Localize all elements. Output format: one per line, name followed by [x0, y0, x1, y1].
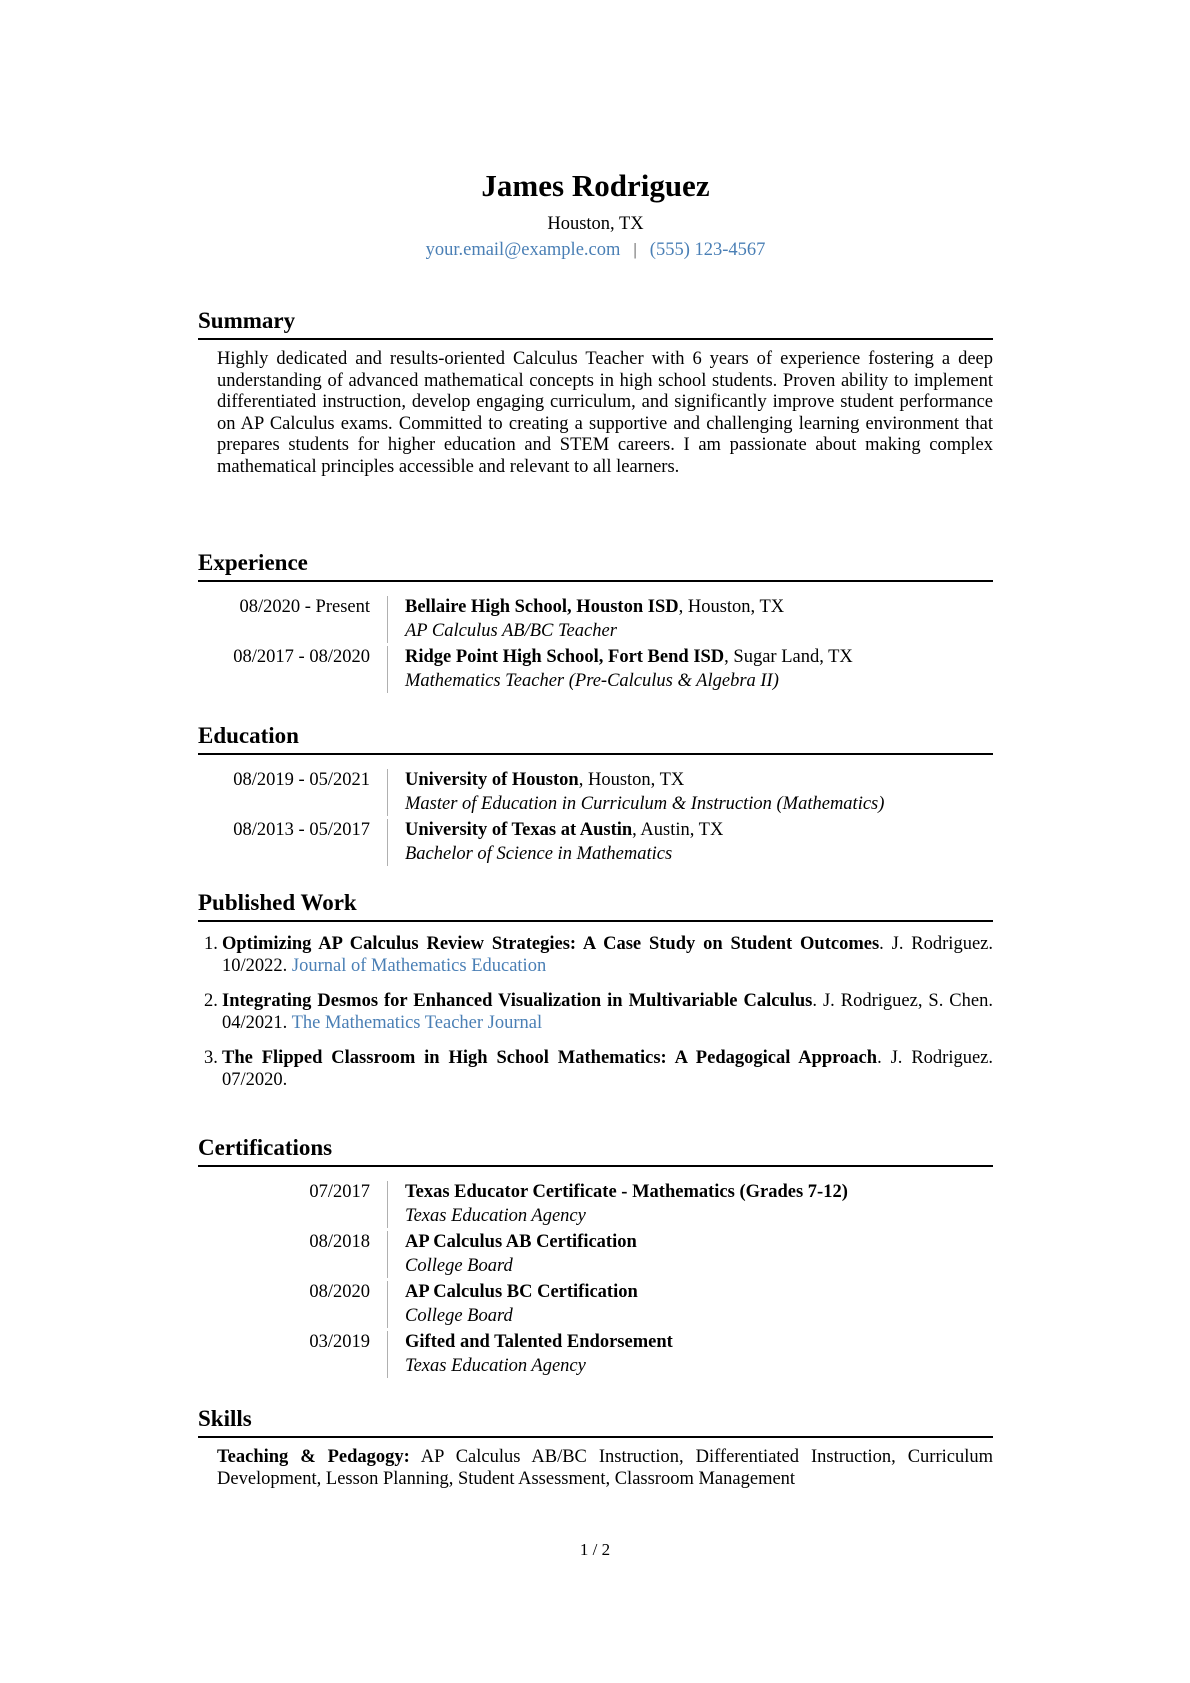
- entry-body: [387, 646, 853, 693]
- section-summary: [198, 308, 993, 478]
- org-name: Ridge Point High School, Fort Bend ISD: [405, 647, 725, 667]
- person-location: Houston, TX: [547, 214, 644, 234]
- skills-line: [198, 1447, 993, 1490]
- section-published-work: [198, 890, 993, 1091]
- summary-title: Summary: [198, 308, 993, 340]
- contact-separator: |: [633, 240, 637, 259]
- school-name: University of Houston: [405, 770, 579, 790]
- cert-issuer: Texas Education Agency: [405, 1355, 586, 1376]
- entry-dates: 03/2019: [309, 1332, 370, 1352]
- entry-org-line: [405, 819, 723, 843]
- publication-title: Integrating Desmos for Enhanced Visualization in Multivariable Calculus: [222, 991, 813, 1011]
- org-location: , Sugar Land, TX: [724, 647, 853, 667]
- cert-name: Gifted and Talented Endorsement: [405, 1332, 673, 1352]
- phone-link[interactable]: (555) 123-4567: [649, 240, 766, 260]
- publication-list: [198, 934, 993, 1091]
- publication-number: 2.: [204, 991, 218, 1011]
- entry-body: [387, 819, 723, 866]
- entry-org-line: [405, 646, 853, 670]
- entry-dates: 08/2020 - Present: [239, 597, 370, 617]
- section-education: [198, 723, 993, 866]
- publication-number: 1.: [204, 934, 218, 954]
- job-role: AP Calculus AB/BC Teacher: [405, 620, 617, 641]
- skills-text: AP Calculus AB/BC Instruction, Differentiated Instruction, Curriculum Development, Lesson Planning, Student Assessment, Classroom Management: [217, 1447, 993, 1489]
- journal-link[interactable]: Journal of Mathematics Education: [291, 955, 547, 976]
- entry-org-line: [405, 596, 784, 620]
- entry-dates: 08/2013 - 05/2017: [233, 820, 370, 840]
- entry-body: [387, 1231, 637, 1278]
- education-entry: [198, 769, 993, 816]
- experience-entry: [198, 596, 993, 643]
- section-certifications: [198, 1135, 993, 1378]
- school-location: , Austin, TX: [632, 820, 724, 840]
- entry-dates: 07/2017: [309, 1182, 370, 1202]
- publication-meta: . J. Rodriguez, S. Chen. 04/2021.: [222, 991, 993, 1033]
- entry-dates: 08/2018: [309, 1232, 370, 1252]
- person-name: James Rodriguez: [481, 168, 710, 203]
- publication-title: The Flipped Classroom in High School Mathematics: A Pedagogical Approach: [222, 1048, 878, 1068]
- header: [198, 0, 993, 262]
- entry-body: [387, 1281, 638, 1328]
- school-name: University of Texas at Austin: [405, 820, 633, 840]
- skills-title: Skills: [198, 1406, 993, 1438]
- certification-entry: [198, 1231, 993, 1278]
- cert-name: Texas Educator Certificate - Mathematics (Grades 7-12): [405, 1182, 848, 1202]
- experience-title: Experience: [198, 550, 993, 582]
- certification-entry: [198, 1181, 993, 1228]
- cert-issuer: College Board: [405, 1305, 513, 1326]
- education-entries: [198, 769, 993, 866]
- summary-text: Highly dedicated and results-oriented Calculus Teacher with 6 years of experience fostering a deep understanding of advanced mathematical concepts in high school students. Proven ability to implement differentiated instruction, develop engaging curriculum, and significantly improve student performance on AP Calculus exams. Committed to creating a supportive and challenging learning environment that prepares students for higher education and STEM careers. I am passionate about making complex mathematical principles accessible and relevant to all learners.: [217, 349, 993, 477]
- section-skills: [198, 1406, 993, 1490]
- entry-body: [387, 769, 884, 816]
- page-number: 1 / 2: [579, 1540, 611, 1559]
- experience-entries: [198, 596, 993, 693]
- entry-org-line: [405, 769, 884, 793]
- certification-entries: [198, 1181, 993, 1378]
- education-title: Education: [198, 723, 993, 755]
- cert-name: AP Calculus BC Certification: [405, 1282, 638, 1302]
- school-location: , Houston, TX: [578, 770, 685, 790]
- cert-issuer: College Board: [405, 1255, 513, 1276]
- section-experience: [198, 550, 993, 693]
- cert-name: AP Calculus AB Certification: [405, 1232, 637, 1252]
- org-name: Bellaire High School, Houston ISD: [405, 597, 679, 617]
- resume-content: [198, 0, 993, 1490]
- entry-body: [387, 1331, 673, 1378]
- publication-item: [198, 934, 993, 977]
- publication-number: 3.: [204, 1048, 218, 1068]
- cert-issuer: Texas Education Agency: [405, 1205, 586, 1226]
- email-link[interactable]: your.email@example.com: [425, 240, 621, 260]
- publication-meta: . J. Rodriguez. 07/2020.: [222, 1048, 994, 1090]
- degree: Bachelor of Science in Mathematics: [405, 843, 673, 864]
- entry-dates: 08/2017 - 08/2020: [233, 647, 370, 667]
- degree: Master of Education in Curriculum & Instruction (Mathematics): [405, 793, 885, 814]
- job-role: Mathematics Teacher (Pre-Calculus & Algebra II): [405, 670, 779, 691]
- entry-dates: 08/2020: [309, 1282, 370, 1302]
- entry-dates: 08/2019 - 05/2021: [233, 770, 370, 790]
- education-entry: [198, 819, 993, 866]
- certifications-title: Certifications: [198, 1135, 993, 1167]
- experience-entry: [198, 646, 993, 693]
- certification-entry: [198, 1331, 993, 1378]
- entry-body: [387, 1181, 848, 1228]
- entry-body: [387, 596, 784, 643]
- publication-title: Optimizing AP Calculus Review Strategies: A Case Study on Student Outcomes: [222, 934, 880, 954]
- journal-link[interactable]: The Mathematics Teacher Journal: [291, 1012, 543, 1033]
- publication-meta: . J. Rodriguez. 10/2022.: [222, 934, 993, 976]
- publication-item: [198, 1048, 993, 1091]
- published-work-title: Published Work: [198, 890, 993, 922]
- skills-category-label: Teaching & Pedagogy:: [217, 1447, 410, 1467]
- contact-line: [198, 238, 993, 262]
- certification-entry: [198, 1281, 993, 1328]
- publication-item: [198, 991, 993, 1034]
- org-location: , Houston, TX: [678, 597, 785, 617]
